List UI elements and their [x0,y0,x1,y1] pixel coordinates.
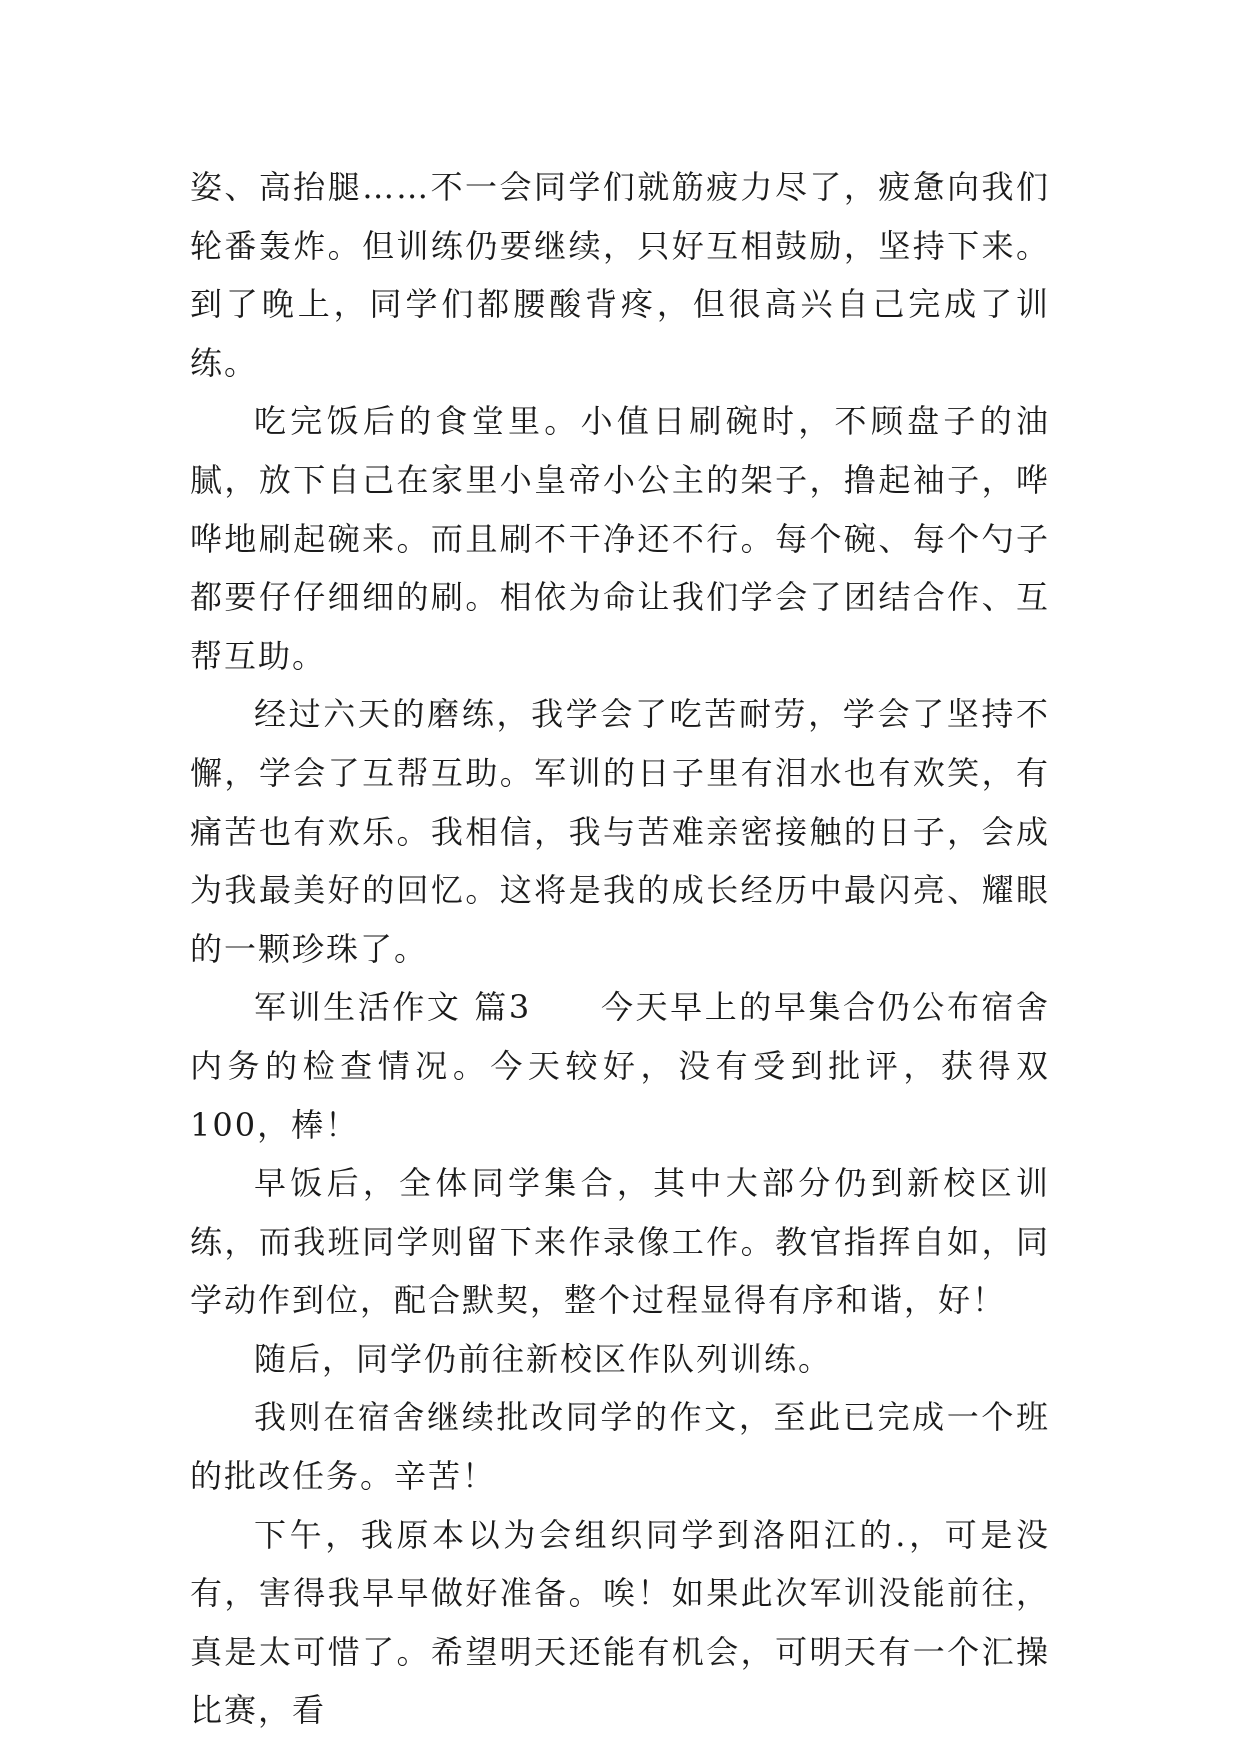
paragraph-afternoon: 下午，我原本以为会组织同学到洛阳江的.，可是没有，害得我早早做好准备。唉！如果此次军训没能前往，真是太可惜了。希望明天还能有机会，可明天有一个汇操比赛，看 [190,1515,1050,1730]
paragraph-grading: 我则在宿舍继续批改同学的作文，至此已完成一个班的批改任务。辛苦！ [190,1398,1050,1496]
paragraph-continuation: 姿、高抬腿……不一会同学们就筋疲力尽了，疲惫向我们轮番轰炸。但训练仍要继续，只好互相鼓励，坚持下来。到了晚上，同学们都腰酸背疼，但很高兴自己完成了训练。 [190,168,1050,382]
document-page [190,158,1050,1740]
paragraph-canteen: 吃完饭后的食堂里。小值日刷碗时，不顾盘子的油腻，放下自己在家里小皇帝小公主的架子，撸起袖子，哗哗地刷起碗来。而且刷不干净还不行。每个碗、每个勺子都要仔仔细细的刷。相依为命让我们学会了团结合作、互帮互助。 [190,402,1050,675]
paragraph-after-breakfast: 早饭后，全体同学集合，其中大部分仍到新校区训练，而我班同学则留下来作录像工作。教官指挥自如，同学动作到位，配合默契，整个过程显得有序和谐，好！ [190,1164,1050,1320]
paragraph-training: 随后，同学仍前往新校区作队列训练。 [254,1339,833,1378]
paragraph-reflection: 经过六天的磨练，我学会了吃苦耐劳，学会了坚持不懈，学会了互帮互助。军训的日子里有泪水也有欢笑，有痛苦也有欢乐。我相信，我与苦难亲密接触的日子，会成为我最美好的回忆。这将是我的成长经历中最闪亮、耀眼的一颗珍珠了。 [190,695,1050,968]
paragraph-section-3-intro: 军训生活作文 篇3 今天早上的早集合仍公布宿舍内务的检查情况。今天较好，没有受到批评，获得双100，棒！ [190,988,1050,1144]
